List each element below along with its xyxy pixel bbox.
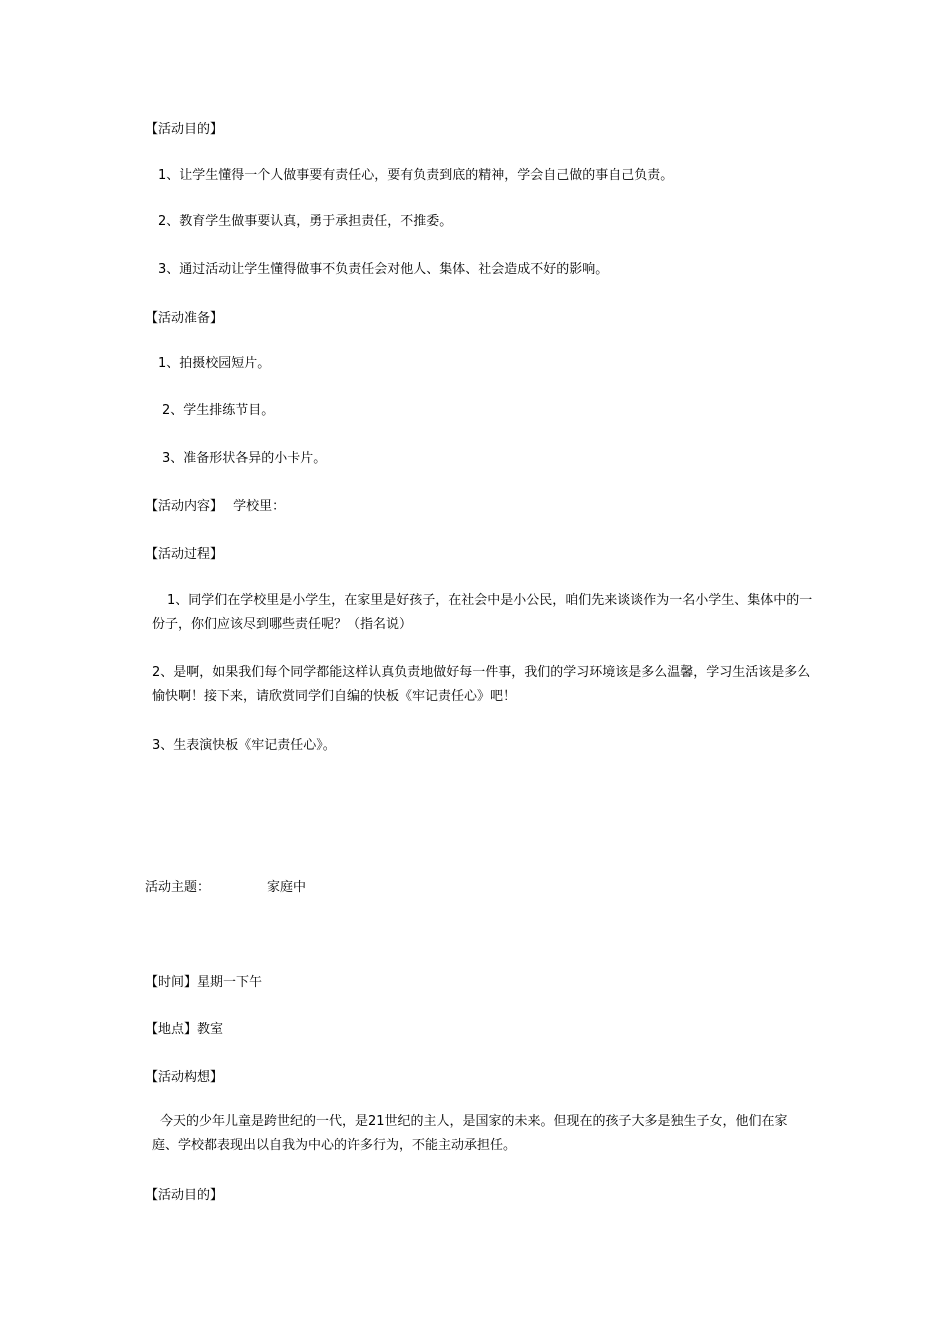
purpose-item-2: 2、教育学生做事要认真，勇于承担责任，不推委。 xyxy=(158,214,453,229)
activity-content-value: 学校里： xyxy=(233,499,286,514)
place-line: 【地点】教室 xyxy=(145,1022,224,1037)
heading-activity-content xyxy=(145,498,285,516)
heading-activity-purpose-2: 【活动目的】 xyxy=(145,1188,224,1203)
theme-value: 家庭中 xyxy=(267,880,307,895)
process-item-2: 2、是啊，如果我们每个同学都能这样认真负责地做好每一件事，我们的学习环境该是多么温馨，学习生活该是多么愉快啊！接下来，请欣赏同学们自编的快板《牢记责任心》吧！ xyxy=(152,665,811,704)
heading-activity-content-label: 【活动内容】 xyxy=(145,499,224,514)
prep-item-3: 3、准备形状各异的小卡片。 xyxy=(162,451,327,466)
heading-activity-concept: 【活动构想】 xyxy=(145,1070,224,1085)
concept-paragraph: 今天的少年儿童是跨世纪的一代，是21世纪的主人，是国家的未来。但现在的孩子大多是独生子女，他们在家庭、学校都表现出以自我为中心的许多行为，不能主动承担任。 xyxy=(152,1114,788,1153)
process-item-1: 1、同学们在学校里是小学生，在家里是好孩子，在社会中是小公民，咱们先来谈谈作为一名小学生、集体中的一份子，你们应该尽到哪些责任呢？（指名说） xyxy=(152,593,813,632)
heading-activity-process: 【活动过程】 xyxy=(145,547,224,562)
heading-activity-purpose: 【活动目的】 xyxy=(145,122,224,137)
prep-item-2: 2、学生排练节目。 xyxy=(162,403,275,418)
theme-label: 活动主题： xyxy=(145,880,211,895)
purpose-item-3: 3、通过活动让学生懂得做事不负责任会对他人、集体、社会造成不好的影响。 xyxy=(158,262,609,277)
process-item-3: 3、生表演快板《牢记责任心》。 xyxy=(152,738,336,753)
heading-activity-preparation: 【活动准备】 xyxy=(145,311,224,326)
purpose-item-1: 1、让学生懂得一个人做事要有责任心，要有负责到底的精神，学会自己做的事自己负责。 xyxy=(158,168,674,183)
time-line: 【时间】星期一下午 xyxy=(145,975,263,990)
prep-item-1: 1、拍摄校园短片。 xyxy=(158,356,271,371)
